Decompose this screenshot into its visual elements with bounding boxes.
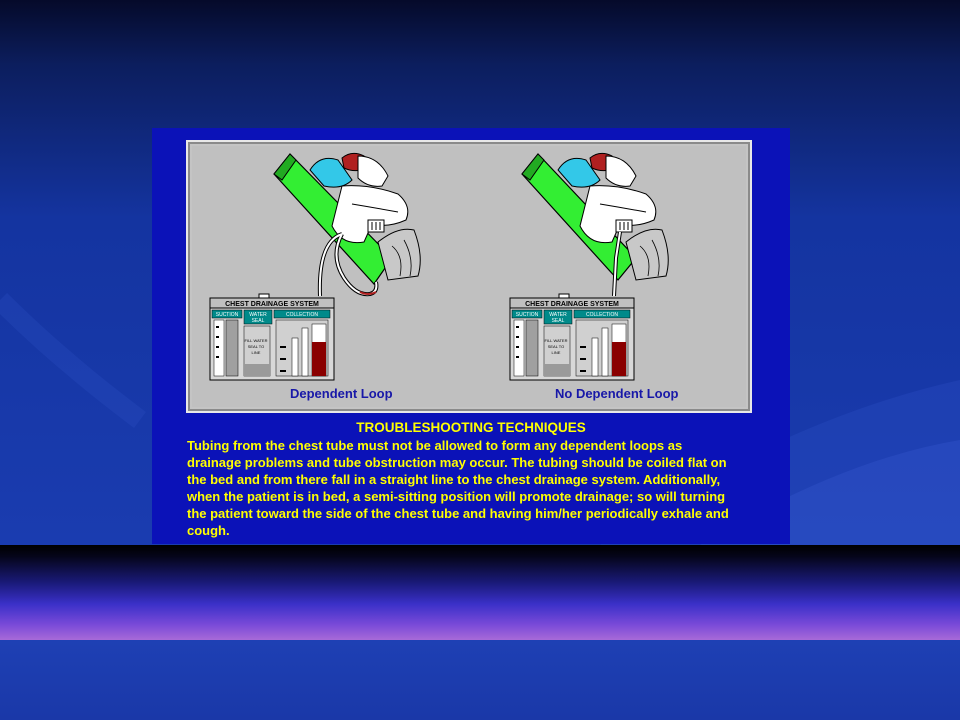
device-title: CHEST DRAINAGE SYSTEM (225, 301, 319, 308)
illustration-frame (186, 140, 752, 413)
svg-text:SUCTION: SUCTION (215, 312, 239, 318)
svg-text:LINE: LINE (551, 350, 561, 355)
illustration-area (192, 146, 746, 407)
svg-text:SEAL TO: SEAL TO (547, 344, 565, 349)
background-band (0, 545, 960, 640)
body-line: cough. (187, 523, 230, 538)
svg-text:COLLECTION: COLLECTION (586, 312, 618, 318)
body-line: drainage problems and tube obstruction may occur. The tubing should be coiled flat on (187, 455, 727, 470)
svg-text:SEAL: SEAL (551, 318, 565, 324)
body-line: the patient toward the side of the chest tube and having him/her periodically exhale and (187, 506, 729, 521)
body-line: Tubing from the chest tube must not be allowed to form any dependent loops as (187, 438, 683, 453)
chest-drainage-illustration (192, 146, 746, 407)
right-scene (510, 153, 668, 380)
svg-text:SEAL TO: SEAL TO (247, 344, 265, 349)
svg-text:CHEST DRAINAGE SYSTEM: CHEST DRAINAGE SYSTEM (525, 301, 619, 308)
svg-text:SEAL: SEAL (251, 318, 265, 324)
svg-text:SUCTION: SUCTION (515, 312, 539, 318)
no-dependent-loop-caption: No Dependent Loop (555, 386, 679, 401)
left-scene (210, 153, 420, 380)
slide-panel (152, 128, 790, 544)
background-bottom (0, 640, 960, 720)
svg-text:LINE: LINE (251, 350, 261, 355)
svg-text:WATER: WATER (549, 312, 567, 318)
body-line: the bed and from there fall in a straight line to the chest drainage system. Additionally, (187, 472, 721, 487)
svg-text:COLLECTION: COLLECTION (286, 312, 318, 318)
dependent-loop-caption: Dependent Loop (290, 386, 393, 401)
svg-text:FILL WATER: FILL WATER (244, 338, 268, 343)
slide-heading: TROUBLESHOOTING TECHNIQUES (356, 420, 586, 435)
svg-text:FILL WATER: FILL WATER (544, 338, 568, 343)
svg-text:WATER: WATER (249, 312, 267, 318)
body-line: when the patient is in bed, a semi-sitting position will promote drainage; so will turning (187, 489, 726, 504)
slide-body-text (187, 437, 767, 539)
